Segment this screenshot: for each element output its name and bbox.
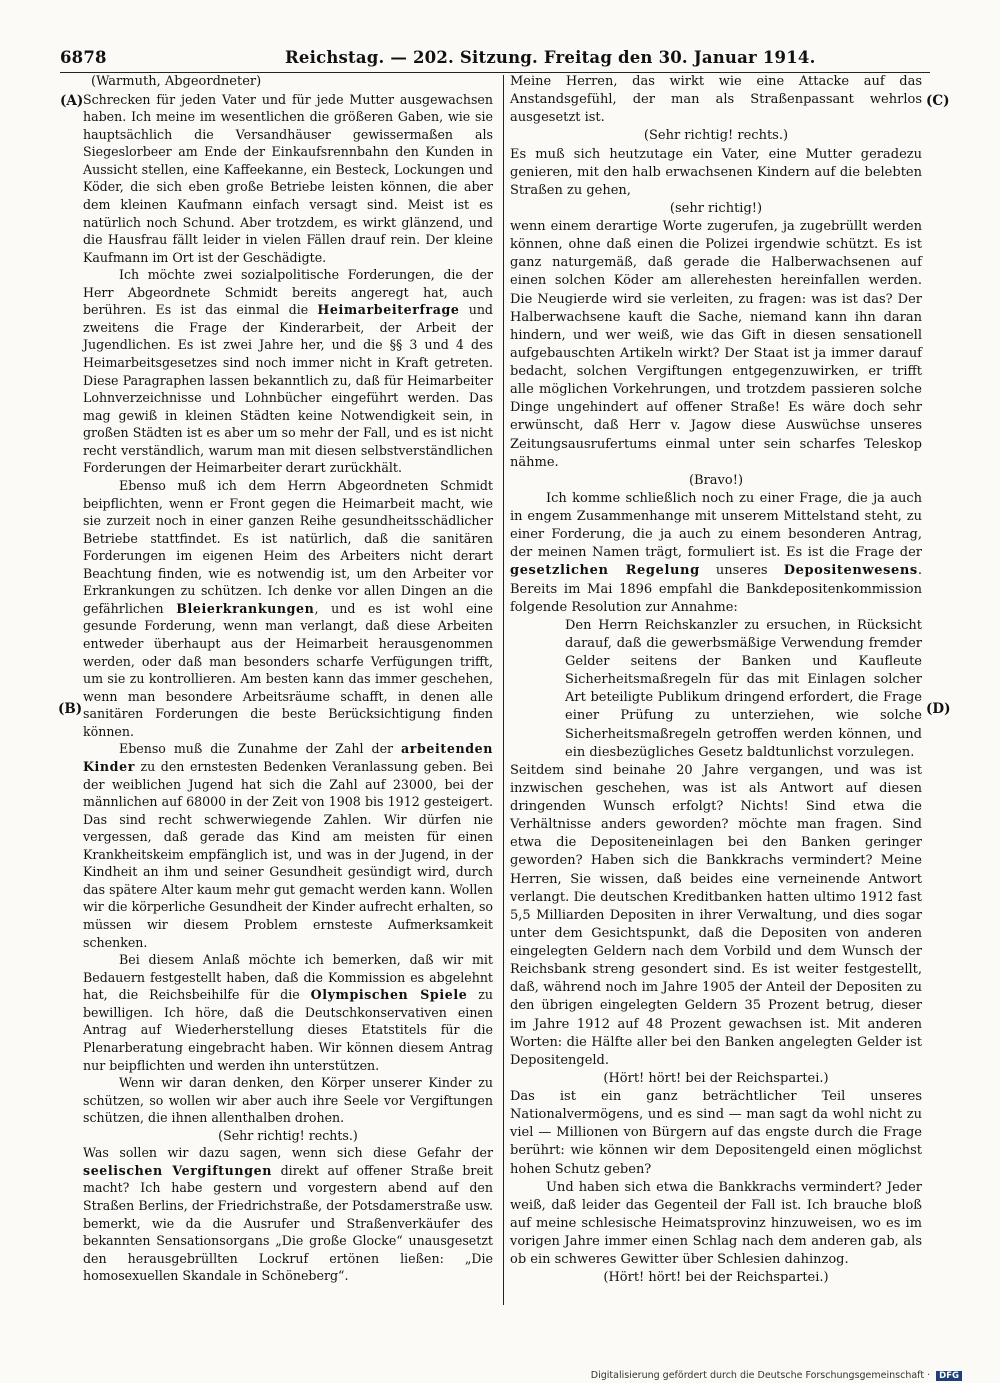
interjection: (Bravo!): [688, 472, 744, 488]
interjection: (Hört! hört! bei der Reichspartei.): [603, 1070, 829, 1086]
running-title: Reichstag. — 202. Sitzung. Freitag den 30. Januar 1914.: [285, 48, 816, 67]
paragraph: Und haben sich etwa die Bankkrachs vermindert? Jeder weiß, daß leider das Gegenteil der Fall ist. Ich brauche bloß auf meine schlesische Heimatsprovinz hinzuweisen, wo es im vorigen Jahre immer einen Schlag nach dem anderen gab, als ob ein schweres Gewitter über Schlesien dahinzog.: [510, 1179, 922, 1268]
emphasis: gesetzlichen Regelung: [510, 563, 700, 579]
digitization-credit: [591, 1370, 962, 1381]
page-number: 6878: [60, 48, 107, 67]
paragraph: wenn einem derartige Worte zugerufen, ja zugebrüllt werden können, ohne daß einen die Polizei irgendwie schützt. Es ist ganz naturgemäß, daß gerade die Halberwachsenen auf einen solchen Köder am allerehesten hereinfallen werden. Die Neugierde wird sie verleiten, zu fragen: was ist das? Der Halberwachsene kauft die Sache, niemand kann ihn daran hindern, und wer weiß, wie das Gift in diesen sensationell aufgebauschten Artikeln wirkt? Der Staat ist ja immer darauf bedacht, solchen Vergiftungen entgegenzuwirken, er trifft alle möglichen Vorkehrungen, und trotzdem passieren solche Dinge ungehindert auf offener Straße! Es wäre doch sehr erwünscht, daß Herr v. Jagow diese Auswüchse unseres Zeitungsausrufertums einmal unter sein scharfes Teleskop nähme.: [510, 219, 922, 470]
paragraph: Seitdem sind beinahe 20 Jahre vergangen, und was ist inzwischen geschehen, was ist als Antwort auf diesen dringenden Wunsch erfolgt? Nichts! Sind etwa die Verhältnisse anders geworden? möchte man fragen. Sind etwa die Depositeneinlagen bei den Banken geringer geworden? Haben sich die Bankkrachs vermindert? Meine Herren, Sie wissen, daß beides eine verneinende Antwort verlangt. Die deutschen Kreditbanken hatten ultimo 1912 fast 5,5 Milliarden Depositen in ihrer Verwaltung, und dies sogar unter dem Gesichtspunkt, daß die Depositen von anderen eingelegten Geldern nach dem Vorbild und dem Wunsch der Reichsbank streng gesondert sind. Es ist weiter festgestellt, daß, während noch im Jahre 1905 der Anteil der Depositen zu den übrigen eingelegten Geldern 35 Prozent betrug, dieser im Jahre 1912 auf 48 Prozent gewachsen ist. Mit anderen Worten: die Hälfte aller bei den Banken angelegten Gelder ist Depositengeld.: [510, 762, 922, 1068]
paragraph: Schrecken für jeden Vater und für jede Mutter ausgewachsen haben. Ich meine im wesentlichen die größeren Gaben, wie sie hauptsächlich die Versandhäuser gewissermaßen als Siegeslorbeer am Ende der Einkaufsrennbahn den Kunden in Aussicht stellen, eine Kaffeekanne, ein Besteck, Lockungen und Köder, die sich eben große Betriebe leisten können, die aber dem kleinen Kaufmann einfach versagt sind. Meist ist es natürlich noch Schund. Aber trotzdem, es wirkt glänzend, und die Hausfrau fällt leider in vielen Fällen drauf rein. Der kleine Kaufmann im Ort ist der Geschädigte.: [83, 91, 493, 265]
speaker-label: (Warmuth, Abgeordneter): [91, 74, 262, 89]
column-divider: [503, 75, 504, 1305]
paragraph: Ebenso muß ich dem Herrn Abgeordneten Schmidt beipflichten, wenn er Front gegen die Heimarbeit macht, wie sie zurzeit noch in einer ganzen Reihe gesundheitsschädlicher Betriebe stattfindet. Es ist natürlich, daß die sanitären Forderungen im eigenen Heim des Arbeiters nicht derart Beachtung finden, wie es notwendig ist, um den Arbeiter vor Erkrankungen zu schützen. Ich denke vor allen Dingen an die gefährlichen Bleierkrankungen, und es ist wohl eine gesunde Forderung, wenn man verlangt, daß diese Arbeiten entweder überhaupt aus der Heimarbeit herausgenommen werden, oder daß man besonders scharfe Verfügungen trifft, um sie zu kontrollieren. Am besten kann das immer geschehen, wenn man besondere Arbeitsräume schafft, in denen alle sanitären Forderungen die beste Berücksichtigung finden können.: [83, 477, 493, 739]
paragraph: Ich komme schließlich noch zu einer Frage, die ja auch in engem Zusammenhange mit unserem Mittelstand steht, zu einer Forderung, die ja auch zu einem besonderen Antrag, der meinen Namen trägt, formuliert ist. Es ist die Frage der gesetzlichen Regelung unseres Depositenwesens. Bereits im Mai 1896 empfahl die Bankdepositenkommission folgende Resolution zur Annahme:: [510, 490, 922, 615]
emphasis: Heimarbeiterfrage: [317, 302, 460, 318]
paragraph: Das ist ein ganz beträchtlicher Teil unseres Nationalvermögens, und es sind — man sagt da wohl nicht zu viel — Millionen von Bürgern auf das engste durch die Frage berührt: wie können wir dem Depositengeld einen möglichst hohen Schutz geben?: [510, 1089, 922, 1177]
left-column: [83, 73, 493, 1285]
paragraph: Es muß sich heutzutage ein Vater, eine Mutter geradezu genieren, mit den halb erwachsenen Kindern auf die belebten Straßen zu gehen,: [510, 146, 922, 198]
paragraph: Was sollen wir dazu sagen, wenn sich diese Gefahr der seelischen Vergiftungen direkt auf offener Straße breit macht? Ich habe gestern und vorgestern abend auf den Straßen Berlins, der Friedrichstraße, der Potsdamerstraße usw. bemerkt, wie da die Ausrufer und Straßenverkäufer des bekannten Sensationsorgans „Die große Glocke“ unausgesetzt den herausgebrüllten Lockruf ertönen ließen: „Die homosexuellen Skandale in Schöneberg“.: [83, 1145, 493, 1284]
paragraph: Bei diesem Anlaß möchte ich bemerken, daß wir mit Bedauern festgestellt haben, daß die Kommission es abgelehnt hat, die Reichsbeihilfe für die Olympischen Spiele zu bewilligen. Ich höre, daß die Deutschkonservativen einen Antrag auf Wiederherstellung dieses Etatstitels für die Plenarberatung eingebracht haben. Wir können diesem Antrag nur beipflichten und werden ihn unterstützen.: [83, 952, 494, 1073]
interjection: (Sehr richtig! rechts.): [643, 128, 789, 144]
paragraph: Meine Herren, das wirkt wie eine Attacke auf das Anstandsgefühl, der man als Straßenpassant wehrlos ausgesetzt ist.: [510, 74, 922, 126]
emphasis: seelischen Vergiftungen: [83, 1162, 272, 1178]
page-header: [60, 48, 930, 72]
margin-marker-c: (C): [926, 93, 950, 109]
margin-marker-b: (B): [58, 701, 83, 717]
interjection: (sehr richtig!): [669, 200, 763, 216]
paragraph: Ebenso muß die Zunahme der Zahl der arbeitenden Kinder zu den ernstesten Bedenken Veranlassung geben. Bei der weiblichen Jugend hat sich die Zahl auf 23000, bei der männlichen auf 68000 in der Zeit von 1908 bis 1912 gesteigert. Das sind recht schwerwiegende Zahlen. Wir dürfen nie vergessen, daß gerade das Kind am meisten für einen Krankheitskeim empfänglich ist, und was in der Jugend, in der Kindheit an ihm und seiner Gesundheit gesündigt wird, durch das spätere Alter kaum mehr gut gemacht werden kann. Wollen wir die körperliche Gesundheit der Kinder aufrecht erhalten, so müssen wir diesem Problem ernsteste Aufmerksamkeit schenken.: [83, 741, 493, 950]
paragraph: Wenn wir daran denken, den Körper unserer Kinder zu schützen, so wollen wir aber auch ihre Seele vor Vergiftungen schützen, die ihnen allenthalben drohen.: [83, 1075, 493, 1126]
margin-marker-a: (A): [60, 93, 84, 109]
emphasis: Depositenwesens: [783, 563, 918, 579]
right-column: [510, 73, 922, 1287]
paragraph: Ich möchte zwei sozialpolitische Forderungen, die der Herr Abgeordnete Schmidt bereits angeregt hat, auch berühren. Es ist das einmal die Heimarbeiterfrage und zweitens die Frage der Kinderarbeit, der Arbeit der Jugendlichen. Es ist zwei Jahre her, und die §§ 3 und 4 des Heimarbeitsgesetzes sind noch immer nicht in Kraft getreten. Diese Paragraphen lassen bekanntlich zu, daß für Heimarbeiter Lohnverzeichnisse und Lohnbücher eingeführt werden. Das mag gewiß in kleinen Städten keine Notwendigkeit sein, in großen Städten ist es aber um so mehr der Fall, und es ist nicht recht verständlich, warum man mit diesen selbstverständlichen Forderungen der Heimarbeiter derart zurückhält.: [83, 267, 493, 476]
dfg-logo: DFG: [936, 1371, 962, 1381]
margin-marker-d: (D): [926, 701, 951, 717]
emphasis: Olympischen Spiele: [310, 987, 468, 1003]
emphasis: arbeitenden Kinder: [83, 741, 493, 774]
interjection: (Sehr richtig! rechts.): [218, 1127, 358, 1143]
emphasis: Bleierkrankungen: [176, 600, 315, 616]
quoted-resolution: Den Herrn Reichskanzler zu ersuchen, in Rücksicht darauf, daß die gewerbsmäßige Verwendung fremder Gelder seitens der Banken und Kaufleute Sicherheitsmaßregeln für das mit Einlagen solcher Art beteiligte Publikum dringend erfordert, die Frage einer Prüfung zu unterziehen, wie solche Sicherheitsmaßregeln getroffen werden können, und ein diesbezügliches Gesetz baldtunlichst vorzulegen.: [565, 617, 922, 760]
credit-text: Digitalisierung gefördert durch die Deutsche Forschungsgemeinschaft ·: [590, 1370, 931, 1381]
interjection: (Hört! hört! bei der Reichspartei.): [603, 1270, 829, 1286]
